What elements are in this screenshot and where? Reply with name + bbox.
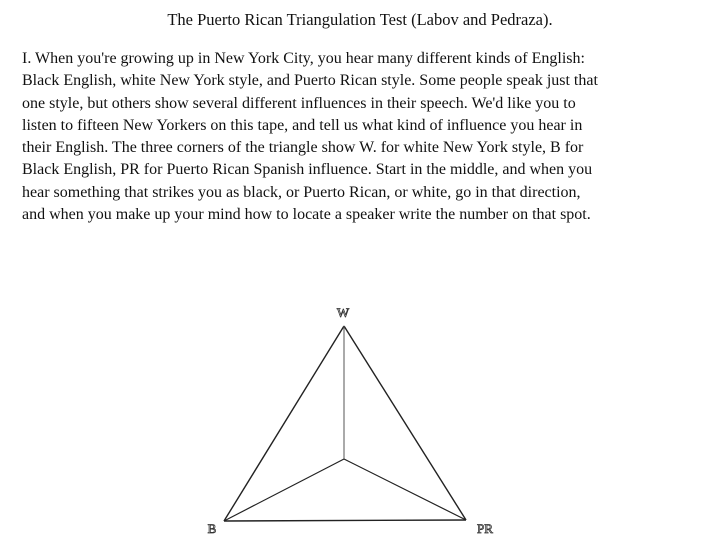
instruction-line: listen to fifteen New Yorkers on this tape, and tell us what kind of influence you hear in <box>22 116 583 134</box>
vertex-label-pr: PR <box>477 521 493 536</box>
spoke-center-pr <box>344 459 466 520</box>
edge-w-b <box>224 326 344 521</box>
instruction-line: and when you make up your mind how to locate a speaker write the number on that spot. <box>22 206 591 224</box>
vertex-label-b: B <box>207 521 217 536</box>
instruction-line: Black English, white New York style, and Puerto Rican style. Some people speak just that <box>22 72 598 90</box>
vertex-label-w: W <box>336 305 350 320</box>
spoke-center-b <box>224 459 344 521</box>
edge-b-pr <box>224 520 466 521</box>
instruction-line: their English. The three corners of the triangle show W. for white New York style, B for <box>22 139 584 157</box>
instruction-line: Black English, PR for Puerto Rican Spanish influence. Start in the middle, and when you <box>22 161 593 179</box>
instruction-line: I. When you're growing up in New York City, you hear many different kinds of English: <box>22 50 585 67</box>
instruction-line: one style, but others show several different influences in their speech. We'd like you to <box>22 94 576 112</box>
document-title: The Puerto Rican Triangulation Test (Labov and Pedraza). <box>167 10 553 29</box>
edge-w-pr <box>344 326 466 520</box>
instruction-line: hear something that strikes you as black, or Puerto Rican, or white, go in that direction, <box>22 183 581 201</box>
